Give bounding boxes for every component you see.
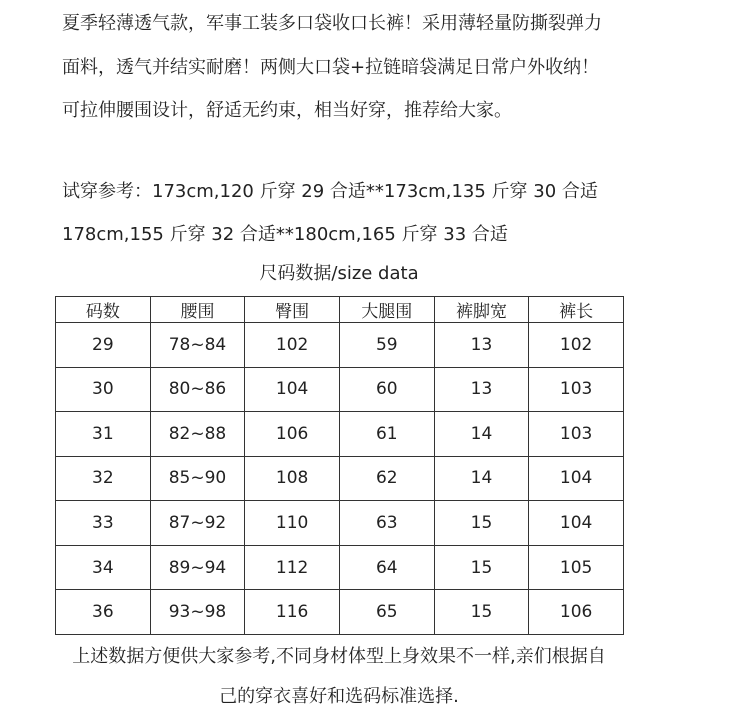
table-cell: 13 (434, 367, 529, 412)
table-cell: 31 (56, 412, 151, 457)
description-line: 夏季轻薄透气款，军事工装多口袋收口长裤！采用薄轻量防撕裂弹力 (62, 13, 602, 34)
table-cell: 82~88 (150, 412, 245, 457)
table-cell: 87~92 (150, 501, 245, 546)
description-line: 面料，透气并结实耐磨！两侧大口袋+拉链暗袋满足日常户外收纳！ (62, 57, 600, 78)
description-line: 可拉伸腰围设计，舒适无约束，相当好穿，推荐给大家。 (62, 100, 512, 121)
table-cell: 103 (529, 367, 624, 412)
table-cell: 110 (245, 501, 340, 546)
table-cell: 14 (434, 456, 529, 501)
table-cell: 102 (245, 323, 340, 368)
header-length: 裤长 (529, 297, 624, 323)
table-cell: 78~84 (150, 323, 245, 368)
note-line: 己的穿衣喜好和选码标准选择. (219, 686, 459, 707)
table-cell: 63 (339, 501, 434, 546)
table-row (56, 367, 624, 412)
header-waist: 腰围 (150, 297, 245, 323)
table-cell: 14 (434, 412, 529, 457)
table-cell: 59 (339, 323, 434, 368)
table-header-row (56, 297, 624, 323)
size-table-title: 尺码数据/size data (259, 263, 419, 284)
table-cell: 80~86 (150, 367, 245, 412)
header-size: 码数 (56, 297, 151, 323)
table-cell: 89~94 (150, 545, 245, 590)
table-row (56, 323, 624, 368)
table-cell: 104 (529, 456, 624, 501)
table-cell: 103 (529, 412, 624, 457)
table-row (56, 412, 624, 457)
table-cell: 61 (339, 412, 434, 457)
table-cell: 13 (434, 323, 529, 368)
table-cell: 104 (245, 367, 340, 412)
table-cell: 85~90 (150, 456, 245, 501)
table-cell: 15 (434, 590, 529, 635)
table-row (56, 501, 624, 546)
table-cell: 33 (56, 501, 151, 546)
note-line: 上述数据方便供大家参考,不同身材体型上身效果不一样,亲们根据自 (72, 646, 606, 667)
table-cell: 62 (339, 456, 434, 501)
table-cell: 29 (56, 323, 151, 368)
table-cell: 34 (56, 545, 151, 590)
table-cell: 116 (245, 590, 340, 635)
fit-reference-line: 178cm,155 斤穿 32 合适**180cm,165 斤穿 33 合适 (62, 224, 508, 245)
table-cell: 15 (434, 501, 529, 546)
header-hem-width: 裤脚宽 (434, 297, 529, 323)
header-thigh: 大腿围 (339, 297, 434, 323)
table-cell: 108 (245, 456, 340, 501)
table-cell: 30 (56, 367, 151, 412)
table-cell: 36 (56, 590, 151, 635)
size-table (55, 296, 624, 635)
table-cell: 105 (529, 545, 624, 590)
table-cell: 15 (434, 545, 529, 590)
table-cell: 104 (529, 501, 624, 546)
header-hip: 臀围 (245, 297, 340, 323)
table-cell: 112 (245, 545, 340, 590)
table-cell: 102 (529, 323, 624, 368)
table-row (56, 545, 624, 590)
table-cell: 106 (529, 590, 624, 635)
table-cell: 65 (339, 590, 434, 635)
table-row (56, 590, 624, 635)
table-cell: 64 (339, 545, 434, 590)
fit-reference-line: 试穿参考：173cm,120 斤穿 29 合适**173cm,135 斤穿 30 合适 (62, 181, 598, 202)
table-cell: 93~98 (150, 590, 245, 635)
table-cell: 106 (245, 412, 340, 457)
table-cell: 60 (339, 367, 434, 412)
table-row (56, 456, 624, 501)
table-cell: 32 (56, 456, 151, 501)
